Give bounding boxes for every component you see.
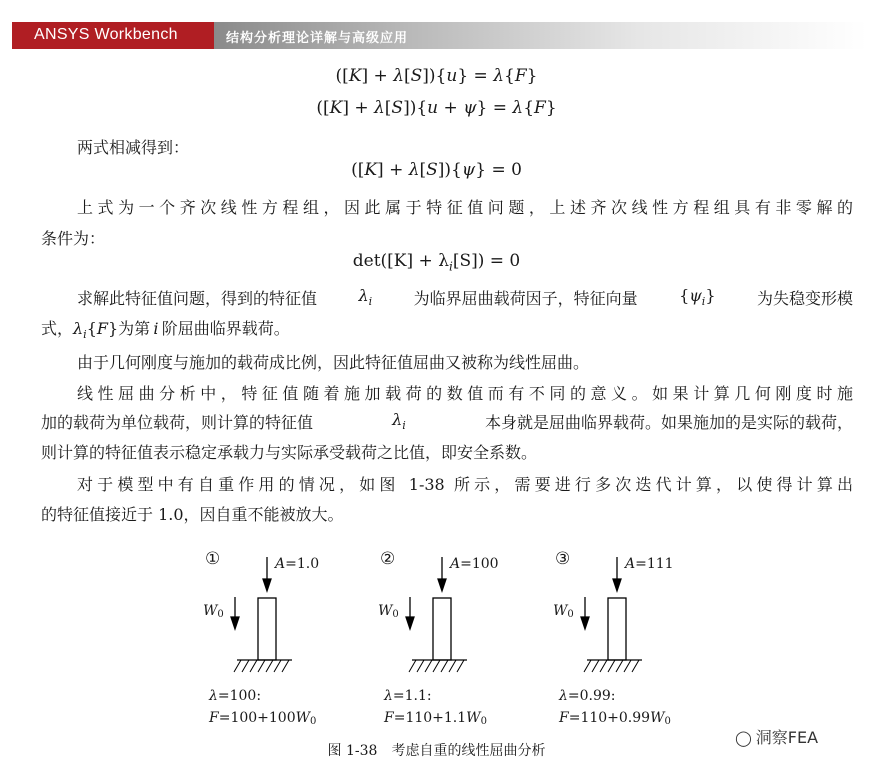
watermark — [735, 725, 818, 748]
paragraph-meaning-line2 — [41, 410, 853, 433]
panel-3-number: ③ — [555, 549, 571, 569]
panel-1-force: F=100+100W0 — [209, 710, 317, 727]
equation-1: ([K] + λ[S]){u} = λ{F} — [335, 66, 538, 86]
equation-2: ([K] + λ[S]){u + ψ} = λ{F} — [316, 98, 557, 118]
p3-e: 为第 — [118, 319, 151, 338]
page-header — [12, 22, 867, 49]
panel-3-selfweight: W0 — [553, 603, 574, 620]
paragraph-meaning-line3: 则计算的特征值表示稳定承载力与实际承受载荷之比值，即安全系数。 — [41, 443, 538, 462]
panel-2-lambda: λ=1.1: — [384, 688, 432, 704]
panel-3-force: F=110+0.99W0 — [559, 710, 671, 727]
p3-f: 阶屈曲临界载荷。 — [161, 319, 290, 338]
figure-panel-3 — [581, 557, 642, 672]
p3-a: 求解此特征值问题，得到的特征值 — [77, 289, 318, 308]
lambda-i-symbol: $\lambda_i$ — [358, 286, 373, 309]
paragraph-homogeneous-line2: 条件为： — [41, 229, 106, 248]
i-symbol: i — [153, 319, 159, 338]
paragraph-eigen-line2 — [41, 316, 290, 341]
paragraph-linear-buckling: 由于几何刚度与施加的载荷成比例，因此特征值屈曲又被称为线性屈曲。 — [77, 353, 590, 372]
panel-1-load: A=1.0 — [275, 556, 320, 572]
equation-4-head: det([K] + λ — [352, 251, 449, 271]
paragraph-eigen-line1 — [77, 286, 853, 309]
psi-i-symbol: $\{\psi_i\}$ — [679, 286, 716, 309]
figure-caption: 图 1-38 考虑自重的线性屈曲分析 — [327, 743, 546, 759]
panel-2-force: F=110+1.1W0 — [384, 710, 487, 727]
header-brand: ANSYS Workbench — [34, 26, 178, 43]
panel-1-selfweight: W0 — [203, 603, 224, 620]
p3-c: 为失稳变形模 — [756, 289, 853, 308]
header-subtitle: 结构分析理论详解与高级应用 — [226, 31, 409, 46]
paragraph-subtract: 两式相减得到： — [77, 138, 190, 157]
p3-d: 式， — [41, 319, 74, 338]
paragraph-selfweight-line1: 对于模型中有自重作用的情况，如图 1-38 所示，需要进行多次迭代计算，以使得计算出 — [77, 475, 853, 494]
watermark-text: 洞察FEA — [755, 728, 819, 747]
panel-1-lambda: λ=100: — [209, 688, 262, 704]
panel-3-load: A=111 — [625, 556, 674, 572]
lambda-i-symbol-2: $\lambda_i$ — [392, 410, 406, 433]
p5-a: 加的载荷为单位载荷，则计算的特征值 — [41, 413, 314, 432]
panel-3-lambda: λ=0.99: — [559, 688, 616, 704]
panel-1-number: ① — [205, 549, 221, 569]
figure-panel-1 — [231, 557, 292, 672]
paragraph-homogeneous-line1: 上式为一个齐次线性方程组，因此属于特征值问题，上述齐次线性方程组具有非零解的 — [77, 198, 853, 217]
p3-b: 为临界屈曲载荷因子，特征向量 — [413, 289, 638, 308]
figure-1-38 — [195, 545, 695, 745]
equation-4-sub: i — [448, 259, 453, 274]
paragraph-meaning-line1: 线性屈曲分析中，特征值随着施加载荷的数值而有不同的意义。如果计算几何刚度时施 — [77, 384, 853, 403]
wechat-icon: ◯ — [735, 729, 752, 747]
equation-3: ([K] + λ[S]){ψ} = 0 — [351, 160, 522, 180]
equation-4 — [0, 251, 873, 273]
panel-2-load: A=100 — [450, 556, 499, 572]
panel-2-number: ② — [380, 549, 396, 569]
paragraph-selfweight-line2: 的特征值接近于 1.0，因自重不能被放大。 — [41, 505, 344, 524]
p5-b: 本身就是屈曲临界载荷。如果施加的是实际的载荷， — [484, 413, 853, 432]
panel-2-selfweight: W0 — [378, 603, 399, 620]
figure-panel-2 — [406, 557, 467, 672]
equation-4-tail: [S]) = 0 — [452, 251, 521, 271]
lambda-i-F-symbol: $\lambda_i\{F\}$ — [73, 319, 119, 342]
